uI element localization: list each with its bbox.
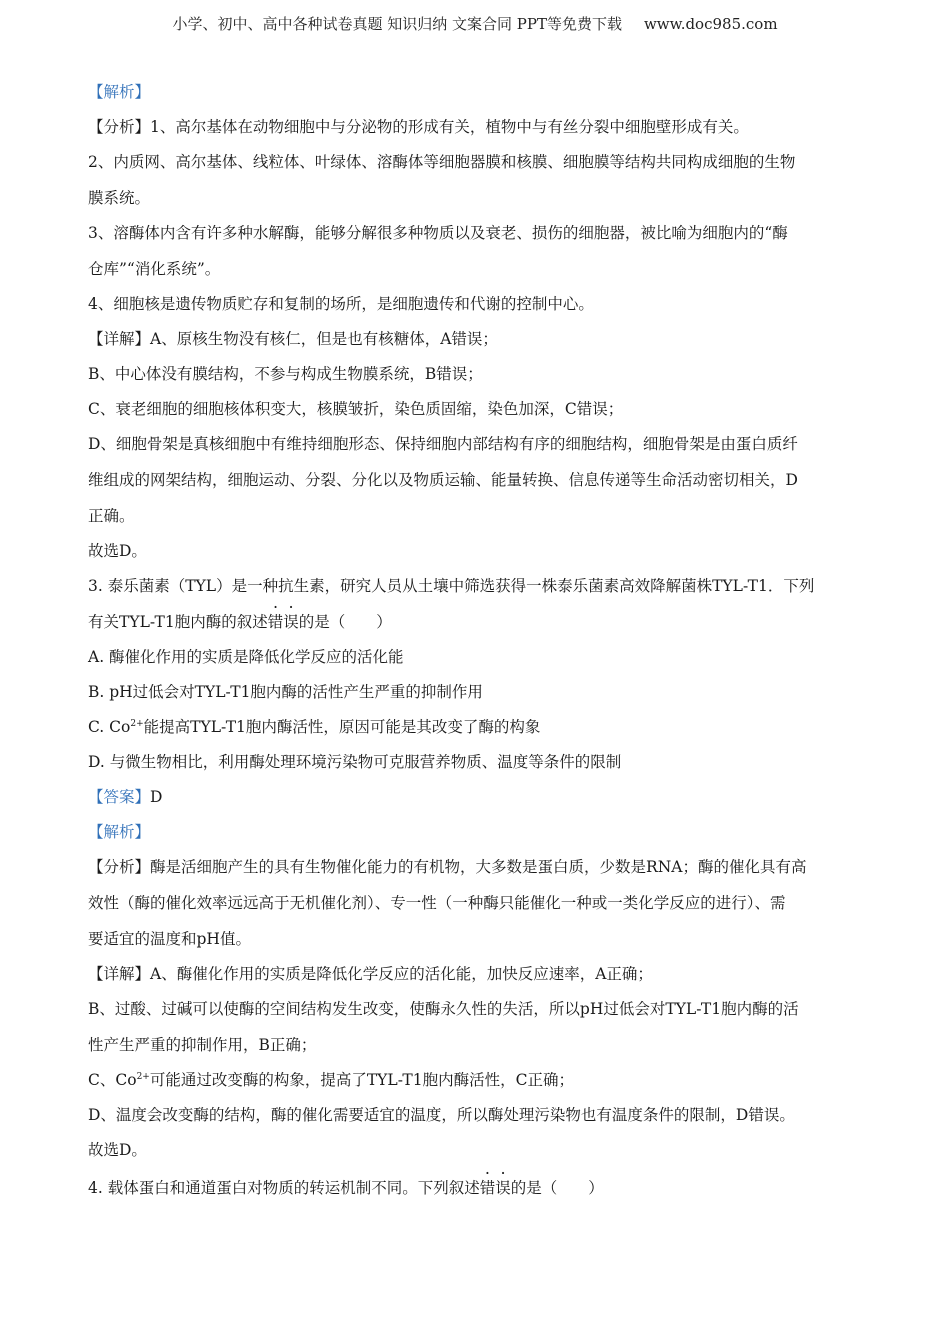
emphasis-dot-char: 误 [495,1179,511,1197]
detail-c: C、衰老细胞的细胞核体积变大，核膜皱折，染色质固缩，染色加深，C错误； [88,400,624,418]
question-3-stem-cont: 有关TYL-T1胞内酶的叙述错误的是（ ） [88,610,878,634]
analysis-point-3-cont: 仓库”“消化系统”。 [88,260,221,278]
header-text: 小学、初中、高中各种试卷真题 知识归纳 文案合同 PPT等免费下载 [172,15,622,33]
q3-detail-c: C、$Co^{2+}$可能通过改变酶的构象，提高了TYL-T1胞内酶活性，C正确； [88,1071,574,1089]
question-3-stem: 3. 泰乐菌素（TYL）是一种抗生素，研究人员从土壤中筛选获得一株泰乐菌素高效降解菌株TYL-T1．下列 [88,577,815,595]
emphasis-dot-char: 误 [283,613,299,631]
q3-detail-a: 【详解】A、酶催化作用的实质是降低化学反应的活化能，加快反应速率，A正确； [88,965,653,983]
detail-b: B、中心体没有膜结构，不参与构成生物膜系统，B错误； [88,365,483,383]
answer-value: D [150,788,163,806]
q3-conclusion: 故选D。 [88,1141,147,1159]
detail-label: 【详解】 [88,330,151,348]
option-b: B. pH过低会对TYL-T1胞内酶的活性产生严重的抑制作用 [88,683,483,701]
detail-d-cont2: 正确。 [88,507,135,525]
analysis-point-2: 2、内质网、高尔基体、线粒体、叶绿体、溶酶体等细胞器膜和核膜、细胞膜等结构共同构成细胞的生物 [88,153,796,171]
answer-tag: 【答案】 [88,788,151,806]
q3-analysis-cont1: 效性（酶的催化效率远远高于无机催化剂）、专一性（一种酶只能催化一种或一类化学反应的进行）、需 [88,894,786,912]
analysis-label: 【分析】 [88,858,151,876]
option-a: A. 酶催化作用的实质是降低化学反应的活化能 [88,648,404,666]
q3-detail-b: B、过酸、过碱可以使酶的空间结构发生改变，使酶永久性的失活，所以pH过低会对TYL-T1胞内酶的活 [88,1000,799,1018]
analysis-label: 【分析】 [88,118,151,136]
detail-d: D、细胞骨架是真核细胞中有维持细胞形态、保持细胞内部结构有序的细胞结构，细胞骨架是由蛋白质纤 [88,435,798,453]
q3-detail-b-cont: 性产生严重的抑制作用，B正确； [88,1036,317,1054]
analysis-tag: 【解析】 [88,823,151,841]
detail-a: 【详解】A、原核生物没有核仁，但是也有核糖体，A错误； [88,330,498,348]
option-c: C. $Co^{2+}$能提高TYL-T1胞内酶活性，原因可能是其改变了酶的构象 [88,718,541,736]
analysis-point-2-cont: 膜系统。 [88,189,151,207]
page-header [0,13,950,34]
detail-label: 【详解】 [88,965,151,983]
header-site: www.doc985.com [643,15,778,33]
q3-detail-d: D、温度会改变酶的结构，酶的催化需要适宜的温度，所以酶处理污染物也有温度条件的限制，D错误。 [88,1106,795,1124]
conclusion: 故选D。 [88,542,147,560]
analysis-point-4: 4、细胞核是遗传物质贮存和复制的场所，是细胞遗传和代谢的控制中心。 [88,295,594,313]
analysis-point-3: 3、溶酶体内含有许多种水解酶，能够分解很多种物质以及衰老、损伤的细胞器，被比喻为细胞内的“酶 [88,224,788,242]
detail-d-cont1: 维组成的网架结构，细胞运动、分裂、分化以及物质运输、能量转换、信息传递等生命活动密切相关，D [88,471,798,489]
q3-analysis: 【分析】酶是活细胞产生的具有生物催化能力的有机物，大多数是蛋白质，少数是RNA；酶的催化具有高 [88,858,807,876]
analysis-tag: 【解析】 [88,83,151,101]
document-body [88,80,878,1200]
q3-analysis-cont2: 要适宜的温度和pH值。 [88,930,251,948]
analysis-point-1: 【分析】1、高尔基体在动物细胞中与分泌物的形成有关，植物中与有丝分裂中细胞壁形成有关。 [88,118,749,136]
answer-line [88,785,878,809]
emphasis-dot-char: 错 [479,1179,496,1197]
question-4-stem: 4. 载体蛋白和通道蛋白对物质的转运机制不同。下列叙述错误的是（ ） [88,1176,878,1200]
emphasis-dot-char: 错 [267,613,284,631]
option-d: D. 与微生物相比，利用酶处理环境污染物可克服营养物质、温度等条件的限制 [88,753,622,771]
